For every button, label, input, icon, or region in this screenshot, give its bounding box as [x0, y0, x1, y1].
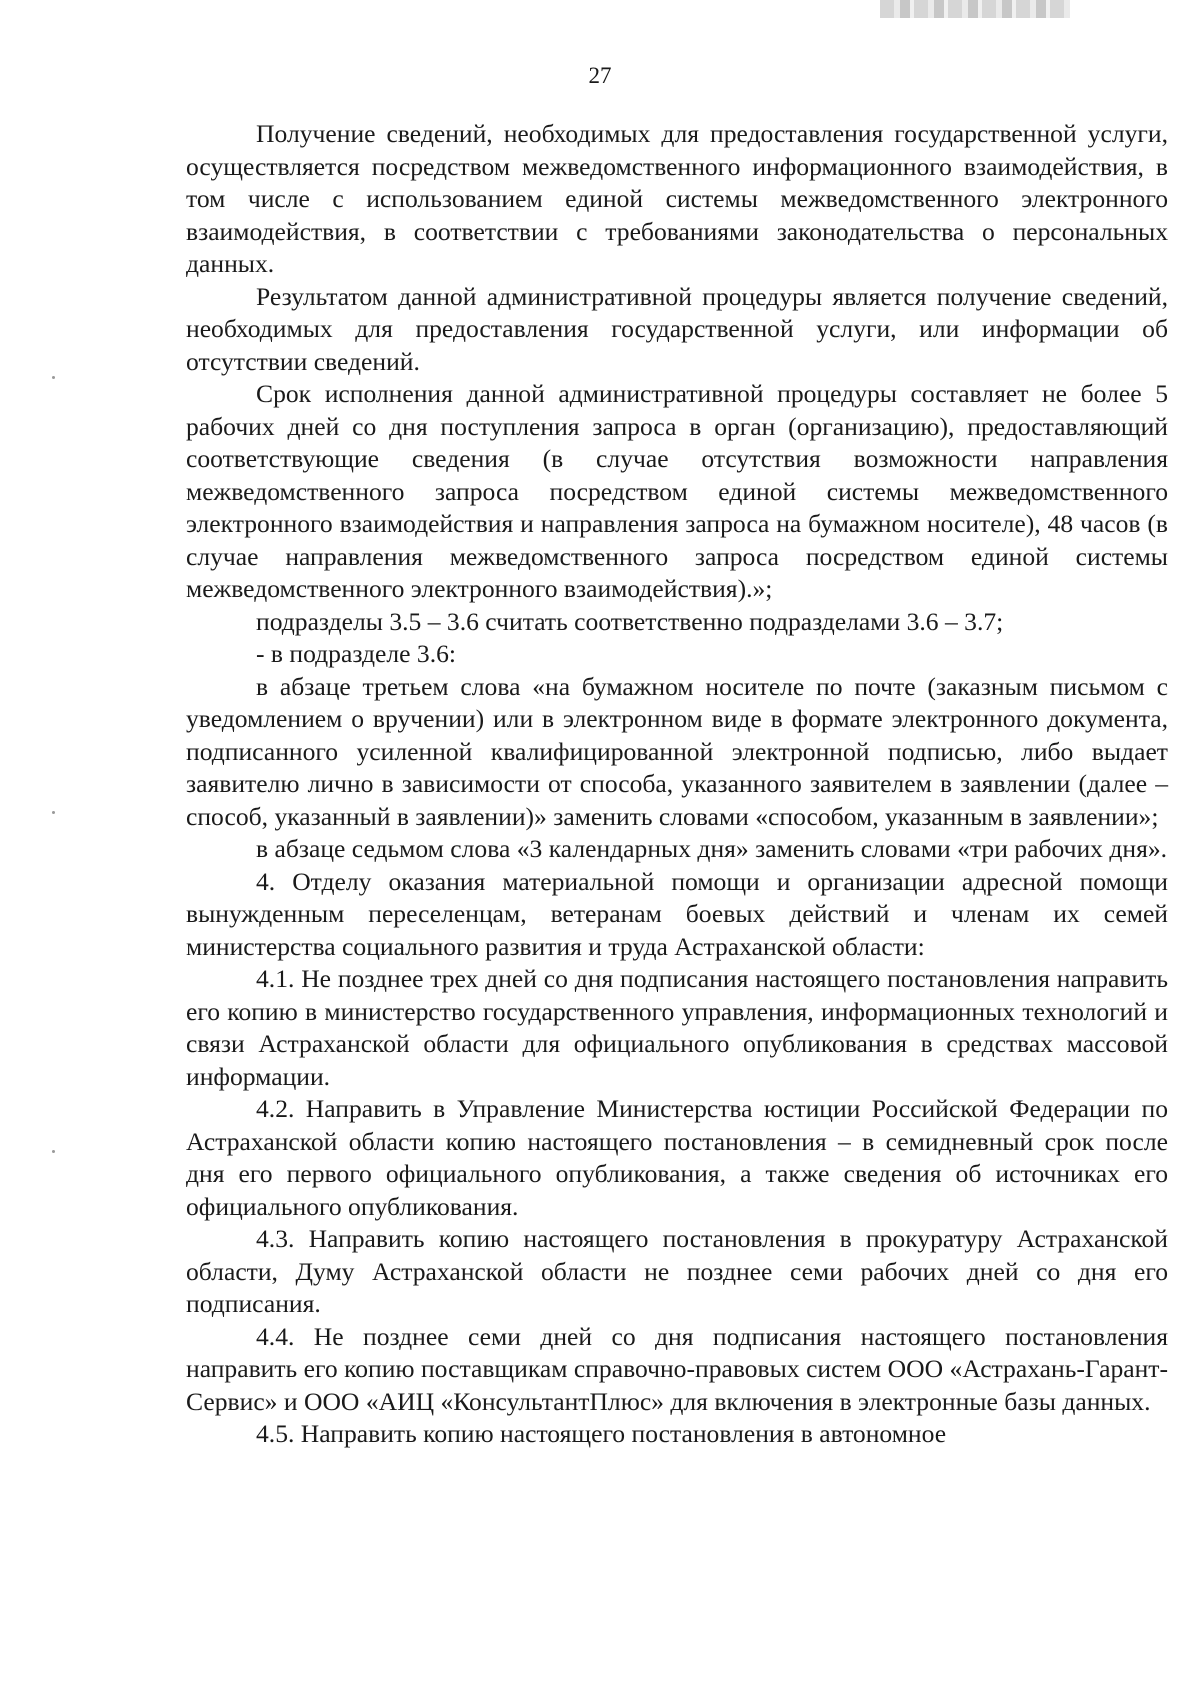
paragraph: 4.3. Направить копию настоящего постановления в прокуратуру Астраханской области, Думу Астраханской области не позднее семи рабочих дней со дня его подписания.	[186, 1224, 1168, 1318]
paragraph: 4. Отделу оказания материальной помощи и организации адресной помощи вынужденным переселенцам, ветеранам боевых действий и членам их семей министерства социального развития и труда Астраханской области:	[186, 866, 1168, 961]
paragraph: 4.4. Не позднее семи дней со дня подписания настоящего постановления направить его копию поставщикам справочно-правовых систем ООО «Астрахань-Гарант-Сервис» и ООО «АИЦ «КонсультантПлюс» для включения в электронные базы данных.	[186, 1321, 1168, 1416]
paragraph: 4.5. Направить копию настоящего постановления в автономное	[256, 1419, 947, 1448]
scan-speck	[52, 376, 55, 379]
paragraph: подразделы 3.5 – 3.6 считать соответственно подразделами 3.6 – 3.7;	[256, 606, 1004, 636]
paragraph: в абзаце третьем слова «на бумажном носителе по почте (заказным письмом с уведомлением о вручении) или в электронном виде в формате электронного документа, подписанного усиленной квалифицированной электронной подписью, либо выдает заявителю лично в зависимости от способа, указанного заявителем в заявлении (далее – способ, указанный в заявлении)» заменить словами «способом, указанным в заявлении»;	[186, 671, 1168, 831]
paragraph: 4.2. Направить в Управление Министерства юстиции Российской Федерации по Астраханской области копию настоящего постановления – в семидневный срок после дня его первого официального опубликования, а также сведения об источниках его официального опубликования.	[186, 1094, 1168, 1221]
paragraph: 4.1. Не позднее трех дней со дня подписания настоящего постановления направить его копию в министерство государственного управления, информационных технологий и связи Астраханской области для официального опубликования в средствах массовой информации.	[186, 964, 1168, 1091]
paragraph: Получение сведений, необходимых для предоставления государственной услуги, осуществляется посредством межведомственного информационного взаимодействия, в том числе с использованием единой системы межведомственного электронного взаимодействия, в соответствии с требованиями законодательства о персональных данных.	[186, 119, 1168, 278]
page-number: 27	[588, 63, 612, 88]
scan-speck	[52, 811, 55, 814]
paragraph: в абзаце седьмом слова «3 календарных дня» заменить словами «три рабочих дня».	[256, 834, 1168, 863]
scan-speck	[52, 1150, 55, 1153]
paragraph: Результатом данной административной процедуры является получение сведений, необходимых для предоставления государственной услуги, или информации об отсутствии сведений.	[186, 281, 1168, 376]
paragraph: Срок исполнения данной административной процедуры составляет не более 5 рабочих дней со дня поступления запроса в орган (организацию), предоставляющий соответствующие сведения (в случае отсутствия возможности направления межведомственного запроса посредством единой системы межведомственного электронного взаимодействия и направления запроса на бумажном носителе), 48 часов (в случае направления межведомственного запроса посредством единой системы межведомственного электронного взаимодействия).»;	[186, 379, 1168, 603]
paragraph: - в подразделе 3.6:	[256, 639, 457, 668]
document-body	[186, 118, 1168, 1451]
scan-artifact	[880, 0, 1070, 18]
